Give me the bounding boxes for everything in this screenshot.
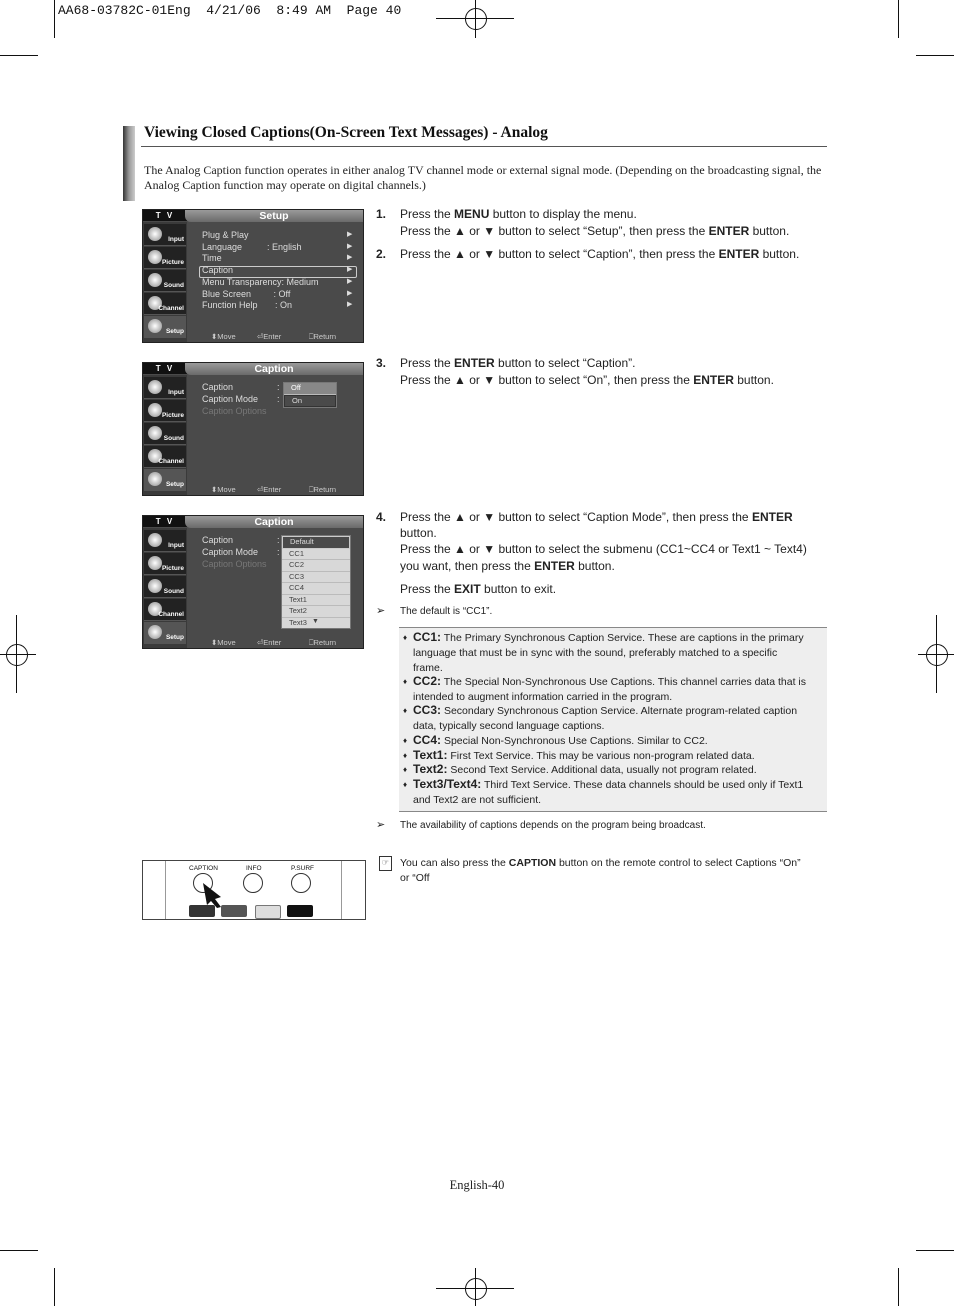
hand-tip-icon: ☞ (379, 856, 392, 871)
input-icon (148, 227, 162, 241)
option-off: Off (284, 383, 336, 395)
green-button (221, 905, 247, 917)
option-on: On (284, 395, 336, 408)
scroll-down-icon: ▼ (312, 618, 319, 625)
sidebar-item-setup: Setup (144, 469, 186, 491)
colon: : (277, 547, 280, 557)
move-hint: ⬍ Move (211, 332, 236, 341)
sidebar-item-picture: Picture (144, 553, 186, 575)
step-4-line-2: button. (400, 526, 437, 540)
colon: : (277, 535, 280, 545)
remote-illustration (142, 860, 366, 920)
step-3-line-1: Press the ENTER button to select “Caption”. (400, 356, 636, 370)
menu-title: Setup (185, 210, 363, 222)
registration-mark-icon (6, 644, 28, 666)
menu-item: Function Help : On ▶ (202, 300, 353, 310)
bullet-cc2: ♦ CC2: The Special Non-Synchronous Use Captions. This channel carries data that is intended to augment information carried in the program. (403, 674, 806, 703)
option-default: Default (282, 536, 350, 549)
caption-mode-dropdown (281, 535, 351, 629)
menu-item-caption-options: Caption Options (202, 559, 267, 569)
move-hint: ⬍ Move (211, 638, 236, 647)
caption-button-label: CAPTION (189, 865, 218, 872)
menu-sidebar (143, 528, 187, 648)
section-accent-bar (123, 126, 135, 201)
step-number: 1. (376, 207, 387, 221)
step-4-line-5: Press the EXIT button to exit. (400, 582, 557, 596)
sidebar-item-channel: Channel (144, 293, 186, 315)
bullet-cc1: ♦ CC1: The Primary Synchronous Caption Service. These are captions in the primary language that must be in sync with the sound, preferably matched to a specific frame. (403, 630, 804, 674)
bullet-cc3: ♦ CC3: Secondary Synchronous Caption Service. Alternate program-related caption data, typically second language captions. (403, 703, 798, 732)
step-3-line-2: Press the ▲ or ▼ button to select “On”, then press the ENTER button. (400, 373, 774, 387)
sidebar-item-channel: Channel (144, 599, 186, 621)
crop-mark (54, 0, 55, 38)
option-cc1: CC1 (282, 549, 350, 561)
enter-hint: ⏎ Enter (257, 485, 282, 494)
caption-dropdown (283, 382, 337, 408)
menu-footer (187, 332, 363, 342)
menu-title: Caption (185, 516, 363, 528)
picture-icon (148, 403, 162, 417)
menu-sidebar (143, 375, 187, 495)
setup-icon (148, 472, 162, 486)
psurf-button (291, 873, 311, 893)
menu-item-selected: Caption ▶ (202, 265, 353, 275)
menu-item-caption-mode: Caption Mode (202, 394, 259, 404)
tv-label: T V (143, 210, 187, 221)
sound-icon (148, 273, 162, 287)
crop-mark (916, 1250, 954, 1251)
crop-mark (0, 1250, 38, 1251)
step-4-line-1: Press the ▲ or ▼ button to select “Caption Mode”, then press the ENTER (400, 510, 793, 524)
step-number: 4. (376, 510, 387, 524)
bullet-cc4: ♦ CC4: Special Non-Synchronous Use Captions. Similar to CC2. (403, 733, 708, 747)
blue-button (287, 905, 313, 917)
menu-item: Blue Screen : Off ▶ (202, 289, 353, 299)
menu-item-caption-options: Caption Options (202, 406, 267, 416)
tv-menu-caption (142, 362, 364, 496)
input-icon (148, 533, 162, 547)
move-hint: ⬍ Move (211, 485, 236, 494)
title-divider (141, 146, 827, 147)
option-text2: Text2 (282, 606, 350, 618)
crop-mark (475, 0, 476, 38)
option-text3: Text3 (289, 617, 307, 627)
registration-mark-icon (465, 8, 487, 30)
menu-item: Menu Transparency: Medium ▶ (202, 277, 353, 287)
menu-item: Language : English ▶ (202, 242, 353, 252)
option-cc2: CC2 (282, 560, 350, 572)
section-title: Viewing Closed Captions(On-Screen Text Messages) - Analog (144, 124, 548, 141)
return-hint: ⎕ Return (309, 332, 337, 341)
crop-mark (916, 55, 954, 56)
red-button (189, 905, 215, 917)
note-arrow-icon: ➢ (376, 819, 386, 831)
default-note: The default is “CC1”. (400, 606, 493, 617)
menu-footer (187, 638, 363, 648)
tv-menu-setup (142, 209, 364, 343)
option-text1: Text1 (282, 595, 350, 607)
crop-mark (16, 615, 17, 693)
crop-mark (0, 654, 36, 655)
sound-icon (148, 426, 162, 440)
psurf-button-label: P.SURF (291, 865, 314, 872)
remote-tip: You can also press the CAPTION button on the remote control to select Captions “On” or “Off (400, 857, 801, 884)
input-icon (148, 380, 162, 394)
note-arrow-icon: ➢ (376, 605, 386, 617)
picture-icon (148, 250, 162, 264)
step-1-line-1: Press the MENU button to display the menu. (400, 207, 637, 221)
sidebar-item-picture: Picture (144, 400, 186, 422)
menu-item-caption: Caption (202, 382, 234, 392)
tv-label: T V (143, 363, 187, 374)
info-button-label: INFO (246, 865, 262, 872)
sidebar-item-picture: Picture (144, 247, 186, 269)
bullet-text1: ♦ Text1: First Text Service. This may be various non-program related data. (403, 748, 755, 762)
sidebar-item-setup: Setup (144, 622, 186, 644)
menu-title: Caption (185, 363, 363, 375)
menu-item-caption-mode: Caption Mode (202, 547, 259, 557)
return-hint: ⎕ Return (309, 485, 337, 494)
colon: : (277, 382, 280, 392)
crop-mark (898, 1268, 899, 1306)
setup-icon (148, 625, 162, 639)
page-number: English-40 (449, 1178, 505, 1192)
tv-label: T V (143, 516, 187, 527)
bullet-text2: ♦ Text2: Second Text Service. Additional data, usually not program related. (403, 762, 757, 776)
enter-hint: ⏎ Enter (257, 332, 282, 341)
setup-icon (148, 319, 162, 333)
sidebar-item-input: Input (144, 377, 186, 399)
menu-sidebar (143, 222, 187, 342)
info-button (243, 873, 263, 893)
step-number: 3. (376, 356, 387, 370)
step-2-line-1: Press the ▲ or ▼ button to select “Caption”, then press the ENTER button. (400, 247, 800, 261)
crop-mark (936, 615, 937, 693)
step-4-line-3: Press the ▲ or ▼ button to select the submenu (CC1~CC4 or Text1 ~ Text4) (400, 542, 807, 556)
menu-item: Plug & Play ▶ (202, 230, 353, 240)
menu-item: Time ▶ (202, 253, 353, 263)
step-4-line-4: you want, then press the ENTER button. (400, 559, 615, 573)
crop-mark (475, 1268, 476, 1306)
tv-menu-caption-mode (142, 515, 364, 649)
crop-mark (0, 55, 38, 56)
bullet-text3-text4: ♦ Text3/Text4: Third Text Service. These data channels should be used only if Text1 and Text2 are not sufficient. (403, 777, 804, 806)
registration-mark-icon (465, 1278, 487, 1300)
registration-mark-icon (926, 644, 948, 666)
intro-paragraph: The Analog Caption function operates in either analog TV channel mode or external signal mode. (Depending on the broadcasting signal, the Analog Caption function may operate on digital channels.) (144, 163, 822, 192)
return-hint: ⎕ Return (309, 638, 337, 647)
sidebar-item-sound: Sound (144, 576, 186, 598)
option-cc4: CC4 (282, 583, 350, 595)
step-number: 2. (376, 247, 387, 261)
option-cc3: CC3 (282, 572, 350, 584)
sidebar-item-sound: Sound (144, 270, 186, 292)
enter-hint: ⏎ Enter (257, 638, 282, 647)
yellow-button (255, 905, 281, 919)
picture-icon (148, 556, 162, 570)
sidebar-item-input: Input (144, 530, 186, 552)
print-header: AA68-03782C-01Eng 4/21/06 8:49 AM Page 40 (58, 3, 402, 18)
sidebar-item-sound: Sound (144, 423, 186, 445)
sidebar-item-input: Input (144, 224, 186, 246)
step-1-line-2: Press the ▲ or ▼ button to select “Setup”, then press the ENTER button. (400, 224, 790, 238)
crop-mark (898, 0, 899, 38)
availability-note: The availability of captions depends on the program being broadcast. (400, 820, 706, 831)
sidebar-item-channel: Channel (144, 446, 186, 468)
menu-item-caption: Caption (202, 535, 234, 545)
crop-mark (54, 1268, 55, 1306)
sound-icon (148, 579, 162, 593)
sidebar-item-setup: Setup (144, 316, 186, 338)
colon: : (277, 394, 280, 404)
menu-footer (187, 485, 363, 495)
caption-modes-box (399, 627, 827, 812)
